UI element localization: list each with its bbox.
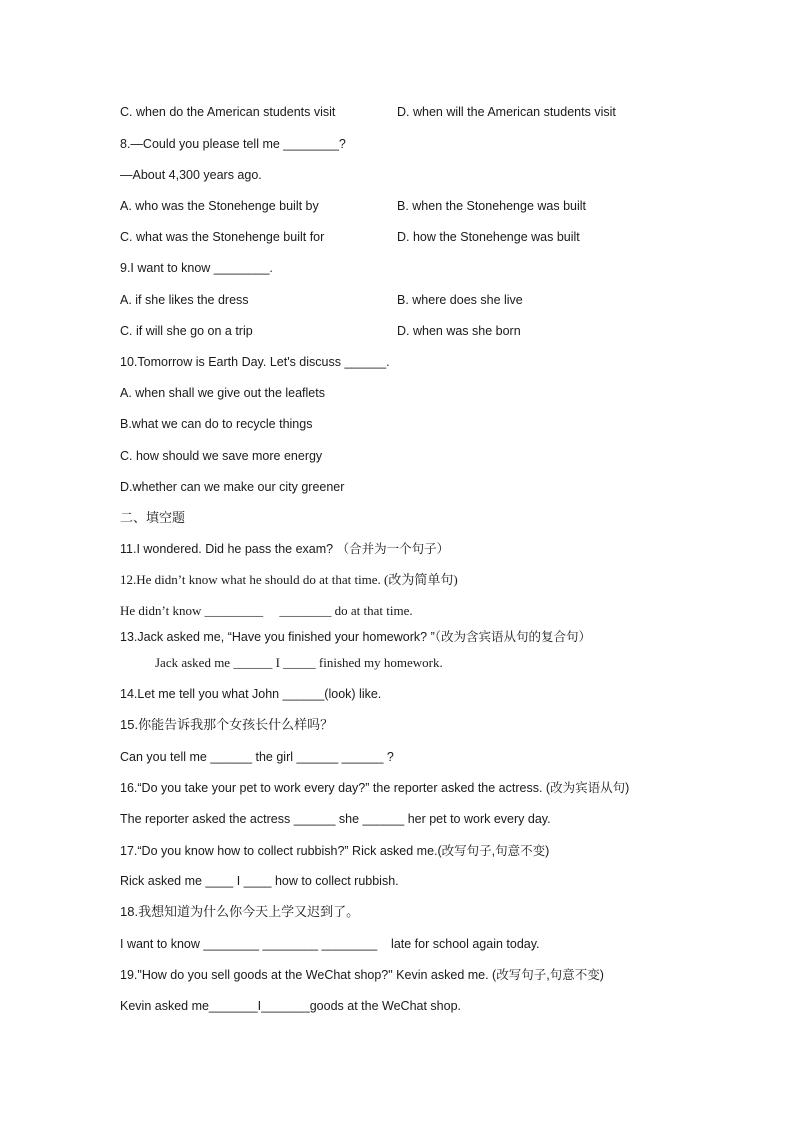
q16-answer-line: The reporter asked the actress ______ she ______ her pet to work every day. xyxy=(120,812,551,826)
q13-answer-line: Jack asked me ______ I _____ finished my homework. xyxy=(155,655,443,670)
q8-option-a: A. who was the Stonehenge built by xyxy=(120,199,319,213)
q10-option-b: B.what we can do to recycle things xyxy=(120,417,313,431)
q9-option-d: D. when was she born xyxy=(397,324,521,338)
q7-option-d: D. when will the American students visit xyxy=(397,105,616,119)
q16-question: 16.“Do you take your pet to work every day?” the reporter asked the actress. (改为宾语从句) xyxy=(120,781,630,795)
q10-option-c: C. how should we save more energy xyxy=(120,449,323,463)
q8-option-c: C. what was the Stonehenge built for xyxy=(120,230,325,244)
q9-option-c: C. if will she go on a trip xyxy=(120,324,253,338)
q18-question: 18.我想知道为什么你今天上学又迟到了。 xyxy=(120,904,360,919)
q10-option-d: D.whether can we make our city greener xyxy=(120,480,345,494)
q13-question: 13.Jack asked me, “Have you finished your homework? ”（改为含宾语从句的复合句） xyxy=(120,630,591,644)
q17-question: 17.“Do you know how to collect rubbish?” Rick asked me.(改写句子,句意不变) xyxy=(120,844,550,858)
q17-answer-line: Rick asked me ____ I ____ how to collect rubbish. xyxy=(120,874,399,888)
q8-option-b: B. when the Stonehenge was built xyxy=(397,199,587,213)
q7-option-c: C. when do the American students visit xyxy=(120,105,336,119)
q14-question: 14.Let me tell you what John ______(look) like. xyxy=(120,687,382,701)
q10-option-a: A. when shall we give out the leaflets xyxy=(120,386,325,400)
section-heading: 二、填空题 xyxy=(120,510,186,525)
q8-answer: —About 4,300 years ago. xyxy=(120,168,262,182)
q11-question: 11.I wondered. Did he pass the exam? （合并为一个句子） xyxy=(120,542,450,556)
q18-answer-line: I want to know ________ ________ ________ late for school again today. xyxy=(120,937,540,951)
q9-question: 9.I want to know ________. xyxy=(120,261,273,275)
q19-answer-line: Kevin asked me_______I_______goods at the WeChat shop. xyxy=(120,999,461,1013)
q8-question: 8.—Could you please tell me ________? xyxy=(120,137,346,151)
q15-answer-line: Can you tell me ______ the girl ______ ______ ? xyxy=(120,750,394,764)
q12-question: 12.He didn’t know what he should do at that time. (改为简单句) xyxy=(120,572,458,587)
q8-option-d: D. how the Stonehenge was built xyxy=(397,230,580,244)
q15-question: 15.你能告诉我那个女孩长什么样吗？ xyxy=(120,717,334,732)
q9-option-a: A. if she likes the dress xyxy=(120,293,249,307)
q19-question: 19."How do you sell goods at the WeChat shop?" Kevin asked me. (改写句子,句意不变) xyxy=(120,968,604,982)
q10-question: 10.Tomorrow is Earth Day. Let's discuss ______. xyxy=(120,355,390,369)
q12-answer-line: He didn’t know _________ ________ do at that time. xyxy=(120,603,413,618)
q9-option-b: B. where does she live xyxy=(397,293,523,307)
